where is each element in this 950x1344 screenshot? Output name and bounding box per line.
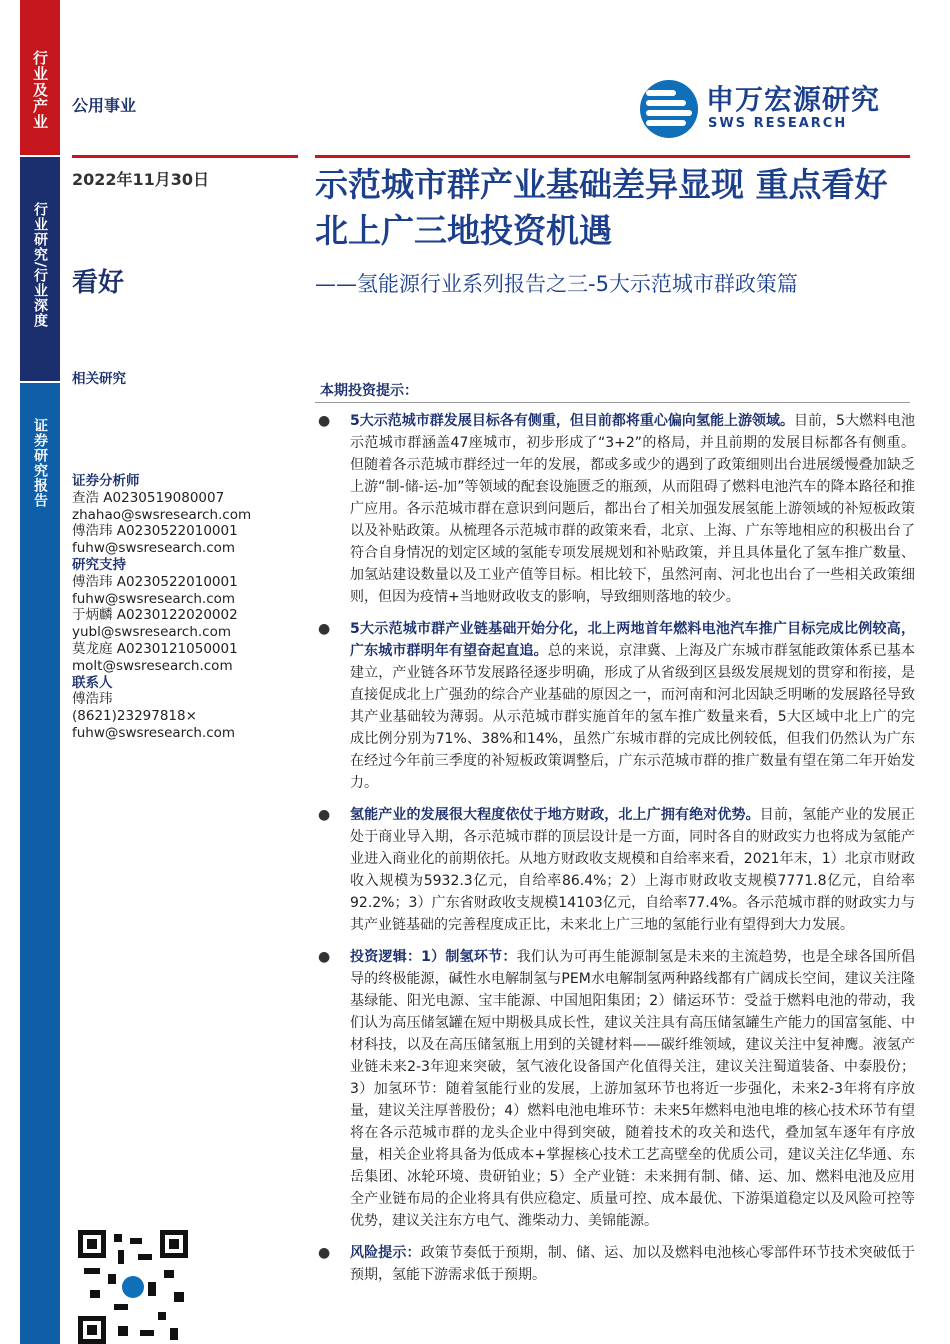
bullet-icon: ●: [318, 1245, 331, 1261]
report-title: 示范城市群产业基础差异显现 重点看好北上广三地投资机遇: [315, 165, 888, 250]
support-line: 于炳麟 A0230122020002: [72, 607, 238, 624]
analyst-line: 查浩 A0230519080007: [72, 489, 225, 506]
analyst-line: 傅浩玮 A0230522010001: [72, 523, 238, 540]
report-kind-band: [20, 383, 60, 1344]
analyst-email[interactable]: fuhw@swsresearch.com: [72, 540, 236, 557]
report-kind-label: 证券研究报告: [32, 418, 48, 508]
contact-heading: 联系人: [72, 674, 113, 691]
report-type-band: [20, 157, 60, 381]
tip-text: 政策节奏低于预期，制、储、运、加以及燃料电池核心零部件环节技术突破低于预期，氢能下游需求低于预期。: [350, 1245, 916, 1283]
tip-text: 我们认为可再生能源制氢是未来的主流趋势，也是全球各国所倡导的终极能源，碱性水电解制氢与PEM水电解制氢两种路线都有广阔成长空间，建议关注隆基绿能、阳光电源、宝丰能源、中国旭阳集团；2）储运环节：受益于燃料电池的带动，我们认为高压储氢罐在短中期极具成长性，建议关注具有高压储氢罐生产能力的国富氢能、中材科技，以及在高压储氢瓶上用到的关键材料——碳纤维领域，建议关注中复神鹰。液氢产业链未来2-3年迎来突破，氢气液化设备国产化值得关注，建议关注蜀道装备、中泰股份；3）加氢环节：随着氢能行业的发展，上游加氢环节也将近一步强化，未来2-3年将有序放量，建议关注厚普股份；4）燃料电池电堆环节：未来5年燃料电池电堆的核心技术环节有望将在各示范城市群的龙头企业中得到突破，随着技术的攻关和迭代，叠加氢车逐年有序放量，相关企业将具备为低成本+掌握核心技术工艺高壁垒的优质公司，建议关注亿华通、东岳集团、冰轮环境、贵研铂业；5）全产业链：未来拥有制、储、运、加、燃料电池及应用全产业链布局的企业将具有供应稳定、质量可控、成本最优、下游渠道稳定以及风险可控等优势，建议关注东方电气、潍柴动力、美锦能源。: [350, 949, 915, 1229]
tip-text: 总的来说，京津冀、上海及广东城市群氢能政策体系已基本建立，产业链各环节发展路径逐步明确，形成了从省级到区县级发展规划的贯穿和衔接，是直接促成北上广强劲的综合产业基础的原因之一，而河南和河北因缺乏明晰的发展路径导致其产业基础较为薄弱。从示范城市群实施首年的氢车推广数量来看，5大区域中北上广的完成比例分别为71%、38%和14%，虽然广东城市群的完成比例较低，但我们仍然认为广东在经过今年前三季度的补短板政策调整后，广东示范城市群的推广数量有望在第二年开始发力。: [350, 643, 916, 791]
category-label: 行业及产业: [31, 50, 49, 130]
analyst-block: [72, 473, 302, 742]
tip-text: 目前，5大燃料电池示范城市群涵盖47座城市，初步形成了“3+2”的格局，并且前期的发展目标都各有侧重。但随着各示范城市群经过一年的发展，都或多或少的遇到了政策细则出台进展缓慢叠加缺乏上游“制-储-运-加”等领域的配套设施匮乏的瓶颈，从而阻碍了燃料电池汽车的降本路径和推广应用。各示范城市群在意识到问题后，都出台了相关加强发展氢能上游领域的补短板政策以及补贴政策。从梳理各示范城市群的政策来看，北京、上海、广东等地相应的积极出台了符合自身情况的划定区域的氢能专项发展规划和补贴政策，并且具体量化了氢车推广数量、加氢站建设数量以及工业产值等目标。相比较下，虽然河南、河北也出台了一些相关政策细则，但因为疫情+当地财政收支的影响，导致细则落地的较少。: [350, 413, 915, 605]
report-type-label: 行业研究/行业深度: [32, 202, 48, 329]
contact-email[interactable]: fuhw@swsresearch.com: [72, 724, 236, 741]
qr-code-icon: [78, 1230, 188, 1344]
rating: 看好: [72, 268, 125, 298]
analyst-email[interactable]: zhahao@swsresearch.com: [72, 506, 252, 523]
support-email[interactable]: molt@swsresearch.com: [72, 657, 233, 674]
related-research-heading: 相关研究: [72, 371, 126, 387]
tip-item: [315, 618, 915, 794]
bullet-icon: ●: [318, 621, 331, 637]
bullet-icon: ●: [318, 413, 331, 429]
sector-name: 公用事业: [72, 96, 137, 115]
support-email[interactable]: yubl@swsresearch.com: [72, 624, 232, 641]
report-subtitle: ——氢能源行业系列报告之三-5大示范城市群政策篇: [315, 272, 798, 296]
divider: [72, 155, 298, 158]
support-line: 傅浩玮 A0230522010001: [72, 573, 238, 590]
tip-item: [315, 410, 915, 608]
logo-english-name: SWS RESEARCH: [708, 116, 848, 131]
support-heading: 研究支持: [72, 556, 126, 573]
related-research: [72, 371, 302, 388]
contact-phone: (8621)23297818×: [72, 708, 197, 725]
tip-lead: 氢能产业的发展很大程度依仗于地方财政，北上广拥有绝对优势。: [350, 807, 760, 823]
logo-mark-icon: [640, 80, 698, 138]
tip-item: [315, 1242, 915, 1286]
tip-item: [315, 804, 915, 936]
divider: [315, 402, 910, 403]
category-band: [20, 0, 60, 155]
divider: [315, 155, 910, 158]
contact-name: 傅浩玮: [72, 691, 113, 708]
bullet-icon: ●: [318, 949, 331, 965]
tip-text: 目前，氢能产业的发展正处于商业导入期，各示范城市群的顶层设计是一方面，同时各自的财政实力也将成为氢能产业进入商业化的前期依托。从地方财政收支规模和自给率来看，2021年末，1）北京市财政收入规模为5932.3亿元，自给率86.4%；2）上海市财政收支规模7771.8亿元，自给率92.2%；3）广东省财政收支规模14103亿元，自给率77.4%。各示范城市群的财政实力与其产业链基础的完善程度成正比，未来北上广三地的氢能行业有望得到大力发展。: [350, 807, 916, 933]
tips-heading: 本期投资提示：: [320, 383, 418, 399]
tip-lead: 5大示范城市群产业链基础开始分化，北上两地首年燃料电池汽车推广目标完成比例较高，广东城市群明年有望奋起直追。: [350, 621, 915, 659]
analyst-heading: 证券分析师: [72, 473, 140, 489]
logo-chinese-name: 申万宏源研究: [706, 83, 881, 116]
company-logo: [640, 76, 900, 136]
tip-lead: 风险提示：: [350, 1245, 421, 1261]
tip-lead: 5大示范城市群发展目标各有侧重，但目前都将重心偏向氢能上游领域。: [350, 413, 795, 429]
investment-tips: [315, 410, 915, 1296]
support-line: 莫龙庭 A0230121050001: [72, 640, 238, 657]
tip-lead: 投资逻辑：1）制氢环节：: [350, 949, 517, 965]
tip-item: [315, 946, 915, 1232]
bullet-icon: ●: [318, 807, 331, 823]
support-email[interactable]: fuhw@swsresearch.com: [72, 590, 236, 607]
report-date: 2022年11月30日: [72, 170, 210, 189]
